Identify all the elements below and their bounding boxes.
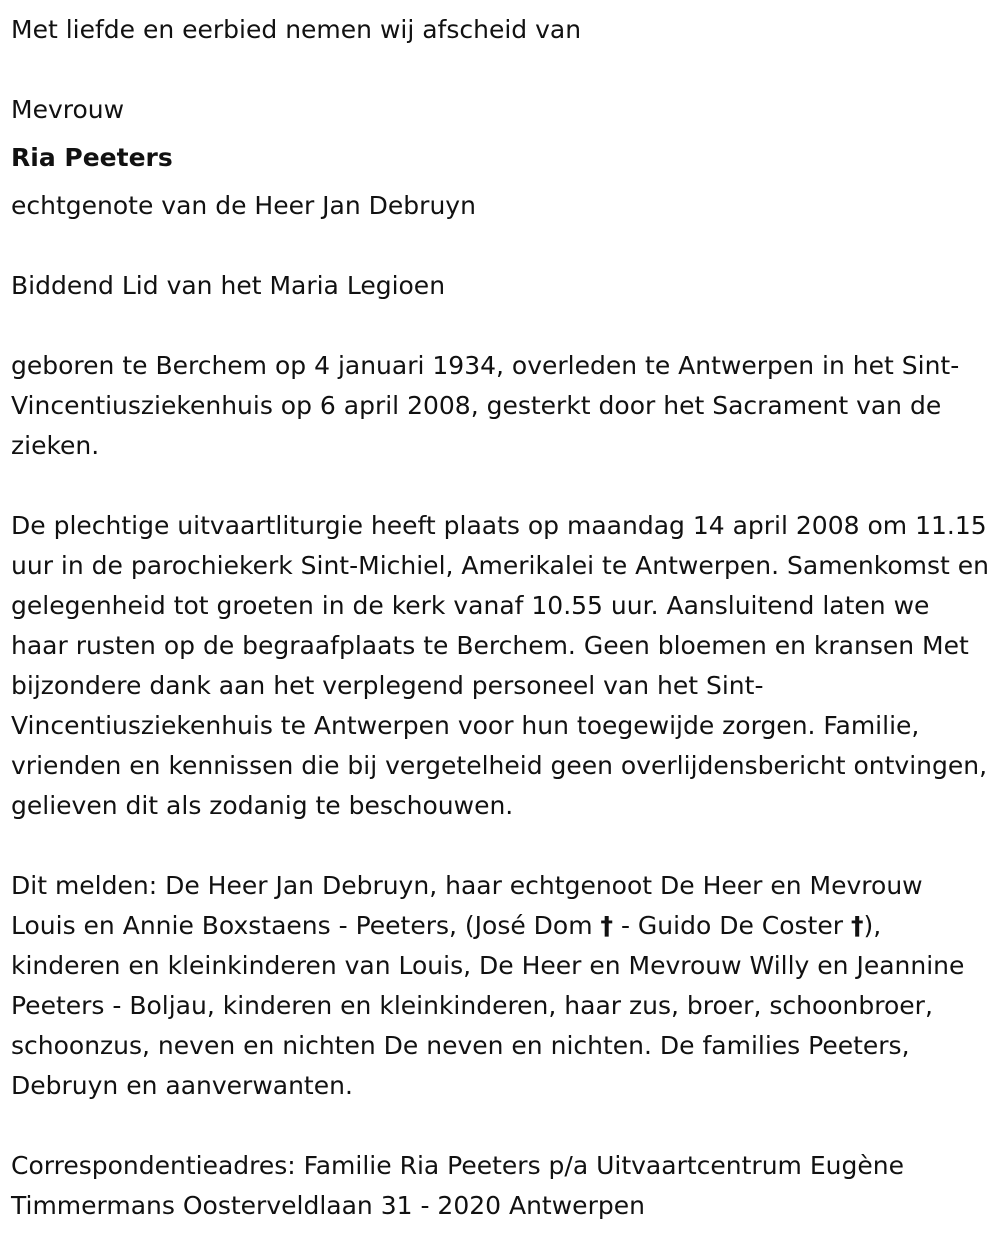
announcers-paragraph [11,866,990,1106]
spouse-line: echtgenote van de Heer Jan Debruyn [11,191,476,220]
cross-icon: † [850,911,864,940]
intro-line: Met liefde en eerbied nemen wij afscheid van [11,15,582,44]
announcers-text-2: - Guido De Coster [613,911,851,940]
birth-death-paragraph: geboren te Berchem op 4 januari 1934, overleden te Antwerpen in het Sint-Vincentiusziekenhuis op 6 april 2008, gesterkt door het Sacrament van de zieken. [11,351,960,460]
correspondence-address: Correspondentieadres: Familie Ria Peeters p/a Uitvaartcentrum Eugène Timmermans Oosterveldlaan 31 - 2020 Antwerpen [11,1151,904,1220]
announcers-text-3: ), kinderen en kleinkinderen van Louis, De Heer en Mevrouw Willy en Jeannine Peeters - Boljau, kinderen en kleinkinderen, haar zus, broer, schoonbroer, schoonzus, neven en nichten De neven en nichten. De families Peeters, Debruyn en aanverwanten. [11,911,965,1100]
cross-icon: † [600,911,614,940]
salutation: Mevrouw [11,95,125,124]
funeral-paragraph: De plechtige uitvaartliturgie heeft plaats op maandag 14 april 2008 om 11.15 uur in de parochiekerk Sint-Michiel, Amerikalei te Antwerpen. Samenkomst en gelegenheid tot groeten in de kerk vanaf 10.55 uur. Aansluitend laten we haar rusten op de begraafplaats te Berchem. Geen bloemen en kransen Met bijzondere dank aan het verplegend personeel van het Sint-Vincentiusziekenhuis te Antwerpen voor hun toegewijde zorgen. Familie, vrienden en kennissen die bij vergetelheid geen overlijdensbericht ontvingen, gelieven dit als zodanig te beschouwen. [11,511,990,820]
announcers-text-1: Dit melden: De Heer Jan Debruyn, haar echtgenoot De Heer en Mevrouw Louis en Annie Boxstaens - Peeters, (José Dom [11,871,923,940]
membership-line: Biddend Lid van het Maria Legioen [11,271,446,300]
deceased-name: Ria Peeters [11,143,173,172]
